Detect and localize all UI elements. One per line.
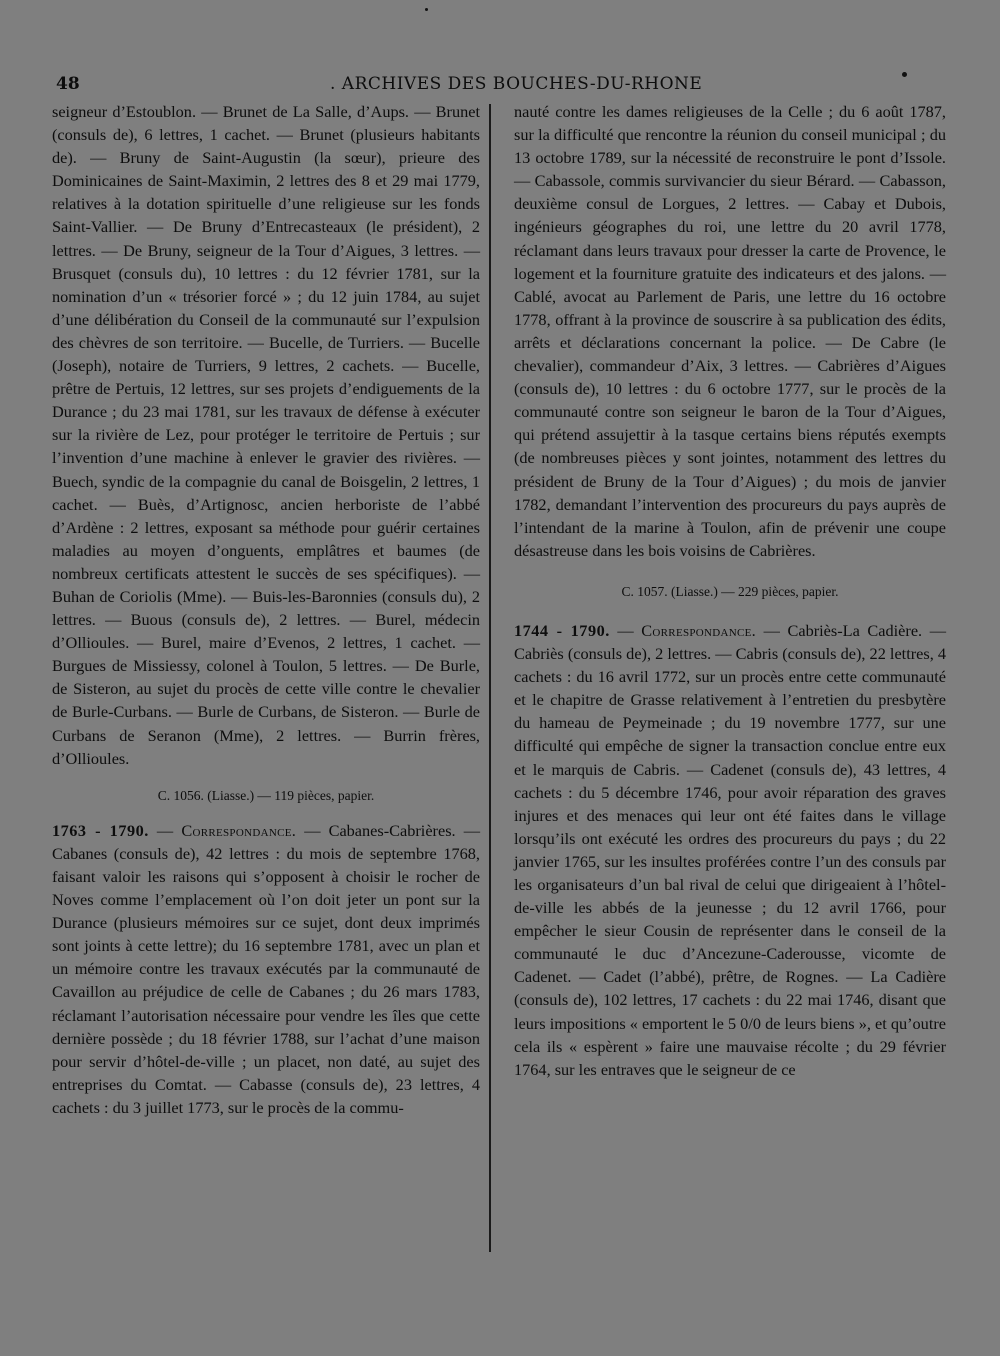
archive-reference: C. 1056. (Liasse.) — 119 pièces, papier.: [157, 787, 375, 803]
entry-paragraph: nauté contre les dames religieuses de la Celle ; du 6 août 1787, sur la difficulté que rencontre la réunion du conseil municipal ; du 13 octobre 1789, sur la nécessité de reconstruire le pont d’Issole. — Cabassole, commis survivancier du sieur Bérard. — Cabasson, deuxième consul de Lorgues, 2 lettres. — Cabay et Dubois, ingénieurs géographes du roi, une lettre du 20 avril 1778, réclamant dans leurs travaux pour dresser la carte de Provence, le logement et la fourniture gratuite des indicateurs et des jalons. — Cablé, avocat au Parlement de Paris, une lettre du 16 octobre 1778, offrant à la province de souscrire à sa publication des édits, arrêts et déclarations concernant la police. — De Cabre (le chevalier), commandeur d’Aix, 3 lettres. — Cabrières d’Aigues (consuls de), 10 lettres : du 6 octobre 1777, sur le procès de la communauté contre son seigneur le baron de la Tour d’Aigues, qui prétend assujettir à la tasque certains biens réputés exempts (de nombreuses pièces y sont jointes, notamment des lettres du président de Bruny de la Tour d’Aigues) ; du mois de janvier 1782, demandant l’intervention des procureurs du pays auprès de l’intendant de la marine à Toulon, afin de prévenir une coupe désastreuse dans les bois voisins de Cabrières.: [514, 102, 946, 560]
entry-date: 1744 - 1790.: [514, 620, 610, 640]
entry-dash: —: [148, 820, 182, 840]
entry-heading: Correspondance.: [641, 620, 757, 640]
ink-speck: [902, 72, 907, 77]
left-column: [52, 100, 480, 1119]
column-divider: [489, 104, 491, 1252]
ink-speck: [425, 8, 428, 11]
entry-date: 1763 - 1790.: [52, 820, 149, 840]
entry-paragraph: seigneur d’Estoublon. — Brunet de La Salle, d’Aups. — Brunet (consuls de), 6 lettres, 1 cachet. — Brunet (plusieurs habitants de). — Bruny de Saint-Augustin (la sœur), prieure des Dominicaines de Saint-Maximin, 2 lettres des 8 et 29 mai 1779, relatives à la dotation spirituelle d’une religieuse sur les fonds Saint-Vallier. — De Bruny d’Entrecasteaux (le président), 2 lettres. — De Bruny, seigneur de la Tour d’Aigues, 3 lettres. — Brusquet (consuls du), 10 lettres : du 12 février 1781, sur la nomination d’un « trésorier forcé » ; du 12 juin 1784, au sujet d’une délibération du Conseil de la communauté sur l’expulsion des chèvres de son territoire. — Bucelle, de Turriers. — Bucelle (Joseph), notaire de Turriers, 9 lettres, 2 cachets. — Bucelle, prêtre de Pertuis, 12 lettres, sur ses projets d’endiguements de la Durance ; du 23 mai 1781, sur les travaux de défense à exécuter sur la rivière de Lez, pour protéger le territoire de Pertuis ; sur l’invention d’une machine à enlever le gravier des rivières. — Buech, syndic de la compagnie du canal de Boisgelin, 2 lettres, 1 cachet. — Buès, d’Artignosc, ancien herboriste de l’abbé d’Ardène : 2 lettres, exposant sa méthode pour guérir certaines maladies au moyen d’onguents, emplâtres et baumes (de nombreux certificats attestent le succès de ses spécifiques). — Buhan de Coriolis (Mme). — Buis-les-Baronnies (consuls du), 2 lettres. — Buous (consuls de), 2 lettres. — Burel, médecin d’Ollioules. — Burel, maire d’Evenos, 2 lettres, 1 cachet. — Burgues de Missiessy, colonel à Toulon, 5 lettres. — De Burle, de Sisteron, au sujet du procès de cette ville contre le chevalier de Burle-Curbans. — Burle de Curbans, de Sisteron. — Burle de Curbans de Seranon (Mme), 2 lettres. — Burrin frères, d’Ollioules.: [52, 102, 480, 768]
archive-reference: C. 1057. (Liasse.) — 229 pièces, papier.: [621, 583, 839, 599]
entry-text: — Cabanes-Cabrières. — Cabanes (consuls de), 42 lettres : du mois de septembre 1768, faisant valoir les raisons qui s’opposent à choisir le rocher de Noves comme l’emplacement où l’on doit jeter un pont sur la Durance (plusieurs mémoires sur ce sujet, dont deux imprimés sont joints à cette lettre); du 16 septembre 1781, avec un plan et un mémoire contre les travaux exécutés par la communauté de Cavaillon au préjudice de celle de Cabanes ; du 26 mars 1783, réclamant l’autorisation nécessaire pour vendre les îles que cette dernière possède ; du 18 février 1788, sur l’achat d’une maison pour servir d’hôtel-de-ville ; un placet, non daté, au sujet des entreprises du Comtat. — Cabasse (consuls de), 23 lettres, 4 cachets : du 3 juillet 1773, sur le procès de la commu-: [52, 820, 480, 1117]
entry-heading: Correspondance.: [181, 820, 297, 840]
entry-dash: —: [609, 620, 642, 640]
entry-text: — Cabriès-La Cadière. — Cabriès (consuls de), 2 lettres. — Cabris (consuls de), 22 lettres, 4 cachets : du 16 avril 1772, sur un procès entre cette communauté et le chapitre de Grasse relativement à l’entretien du presbytère du hameau de Peymeinade ; du 19 novembre 1777, sur une difficulté qui empêche de signer la transaction conclue entre eux et le marquis de Cabris. — Cadenet (consuls de), 43 lettres, 4 cachets : du 5 décembre 1746, pour avoir réparation des graves injures et des menaces qui leur ont été faites dans le village lorsqu’ils ont exécuté les ordres des procureurs du pays ; du 22 janvier 1765, sur les insultes proférées contre l’un des consuls par les organisateurs d’un bal rival de celui que dirigeaient à l’hôtel-de-ville les abbés de la jeunesse ; du 12 avril 1766, pour empêcher le sieur Cousin de représenter dans le conseil de la communauté le duc d’Ancezune-Caderousse, vicomte de Cadenet. — Cadet (l’abbé), prêtre, de Rognes. — La Cadière (consuls de), 102 lettres, 17 cachets : du 22 mai 1746, disant que leurs impositions « emportent le 5 0/0 de leurs biens », et qu’outre cela ils « espèrent » faire une mauvaise récolte ; du 29 février 1764, sur les entraves que le seigneur de ce: [514, 620, 946, 1079]
right-column: [514, 100, 946, 1081]
entry-paragraph: [52, 819, 480, 1119]
entry-paragraph: [514, 619, 946, 1081]
running-title: . ARCHIVES DES BOUCHES-DU-RHONE: [330, 74, 703, 94]
page-number: 48: [56, 74, 80, 94]
